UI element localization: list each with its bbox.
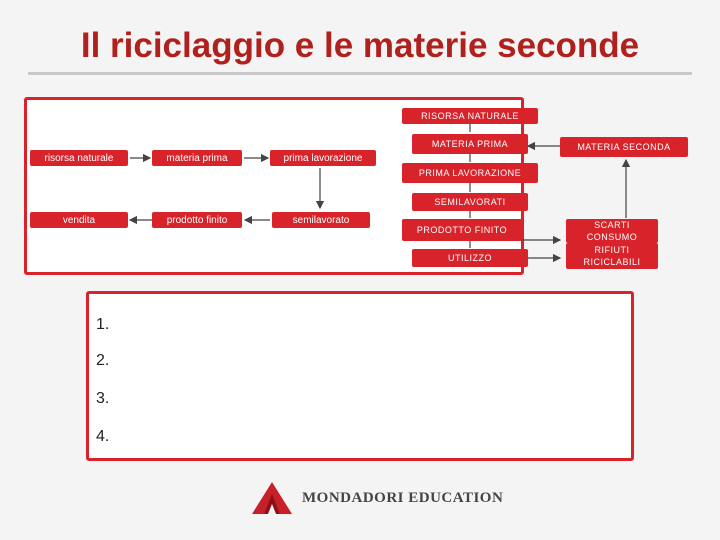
riciclabili-label: RICICLABILI — [583, 257, 641, 267]
list-panel — [86, 291, 634, 461]
node-risorsa-naturale: risorsa naturale — [30, 150, 128, 166]
consumo-label: CONSUMO — [586, 232, 638, 242]
node-materia-prima: materia prima — [152, 150, 242, 166]
publisher-name: MONDADORI EDUCATION — [302, 489, 504, 506]
node-semilavorato: semilavorato — [272, 212, 370, 228]
node-prima-lavorazione: prima lavorazione — [270, 150, 376, 166]
chain-semilavorati: SEMILAVORATI — [412, 193, 528, 211]
chain-materia-prima: MATERIA PRIMA — [412, 134, 528, 154]
node-prodotto-finito: prodotto finito — [152, 212, 242, 228]
list-item: 3. — [96, 390, 110, 407]
node-materia-seconda: MATERIA SECONDA — [560, 137, 688, 157]
rifiuti-label: RIFIUTI — [594, 245, 630, 255]
chain-prodotto-finito: PRODOTTO FINITO — [402, 219, 522, 241]
list-item: 2. — [96, 352, 110, 369]
node-vendita: vendita — [30, 212, 128, 228]
node-scarti-consumo — [566, 219, 658, 243]
list-item: 1. — [96, 316, 110, 333]
chain-prima-lavorazione: PRIMA LAVORAZIONE — [402, 163, 538, 183]
scarti-label: SCARTI — [594, 220, 630, 230]
page-title: Il riciclaggio e le materie seconde — [80, 26, 640, 65]
chain-risorsa-naturale: RISORSA NATURALE — [402, 108, 538, 124]
list-item: 4. — [96, 428, 110, 445]
chain-utilizzo: UTILIZZO — [412, 249, 528, 267]
node-rifiuti-riciclabili — [566, 243, 658, 269]
mondadori-logo-icon — [250, 480, 294, 516]
publisher-logo — [250, 480, 503, 516]
